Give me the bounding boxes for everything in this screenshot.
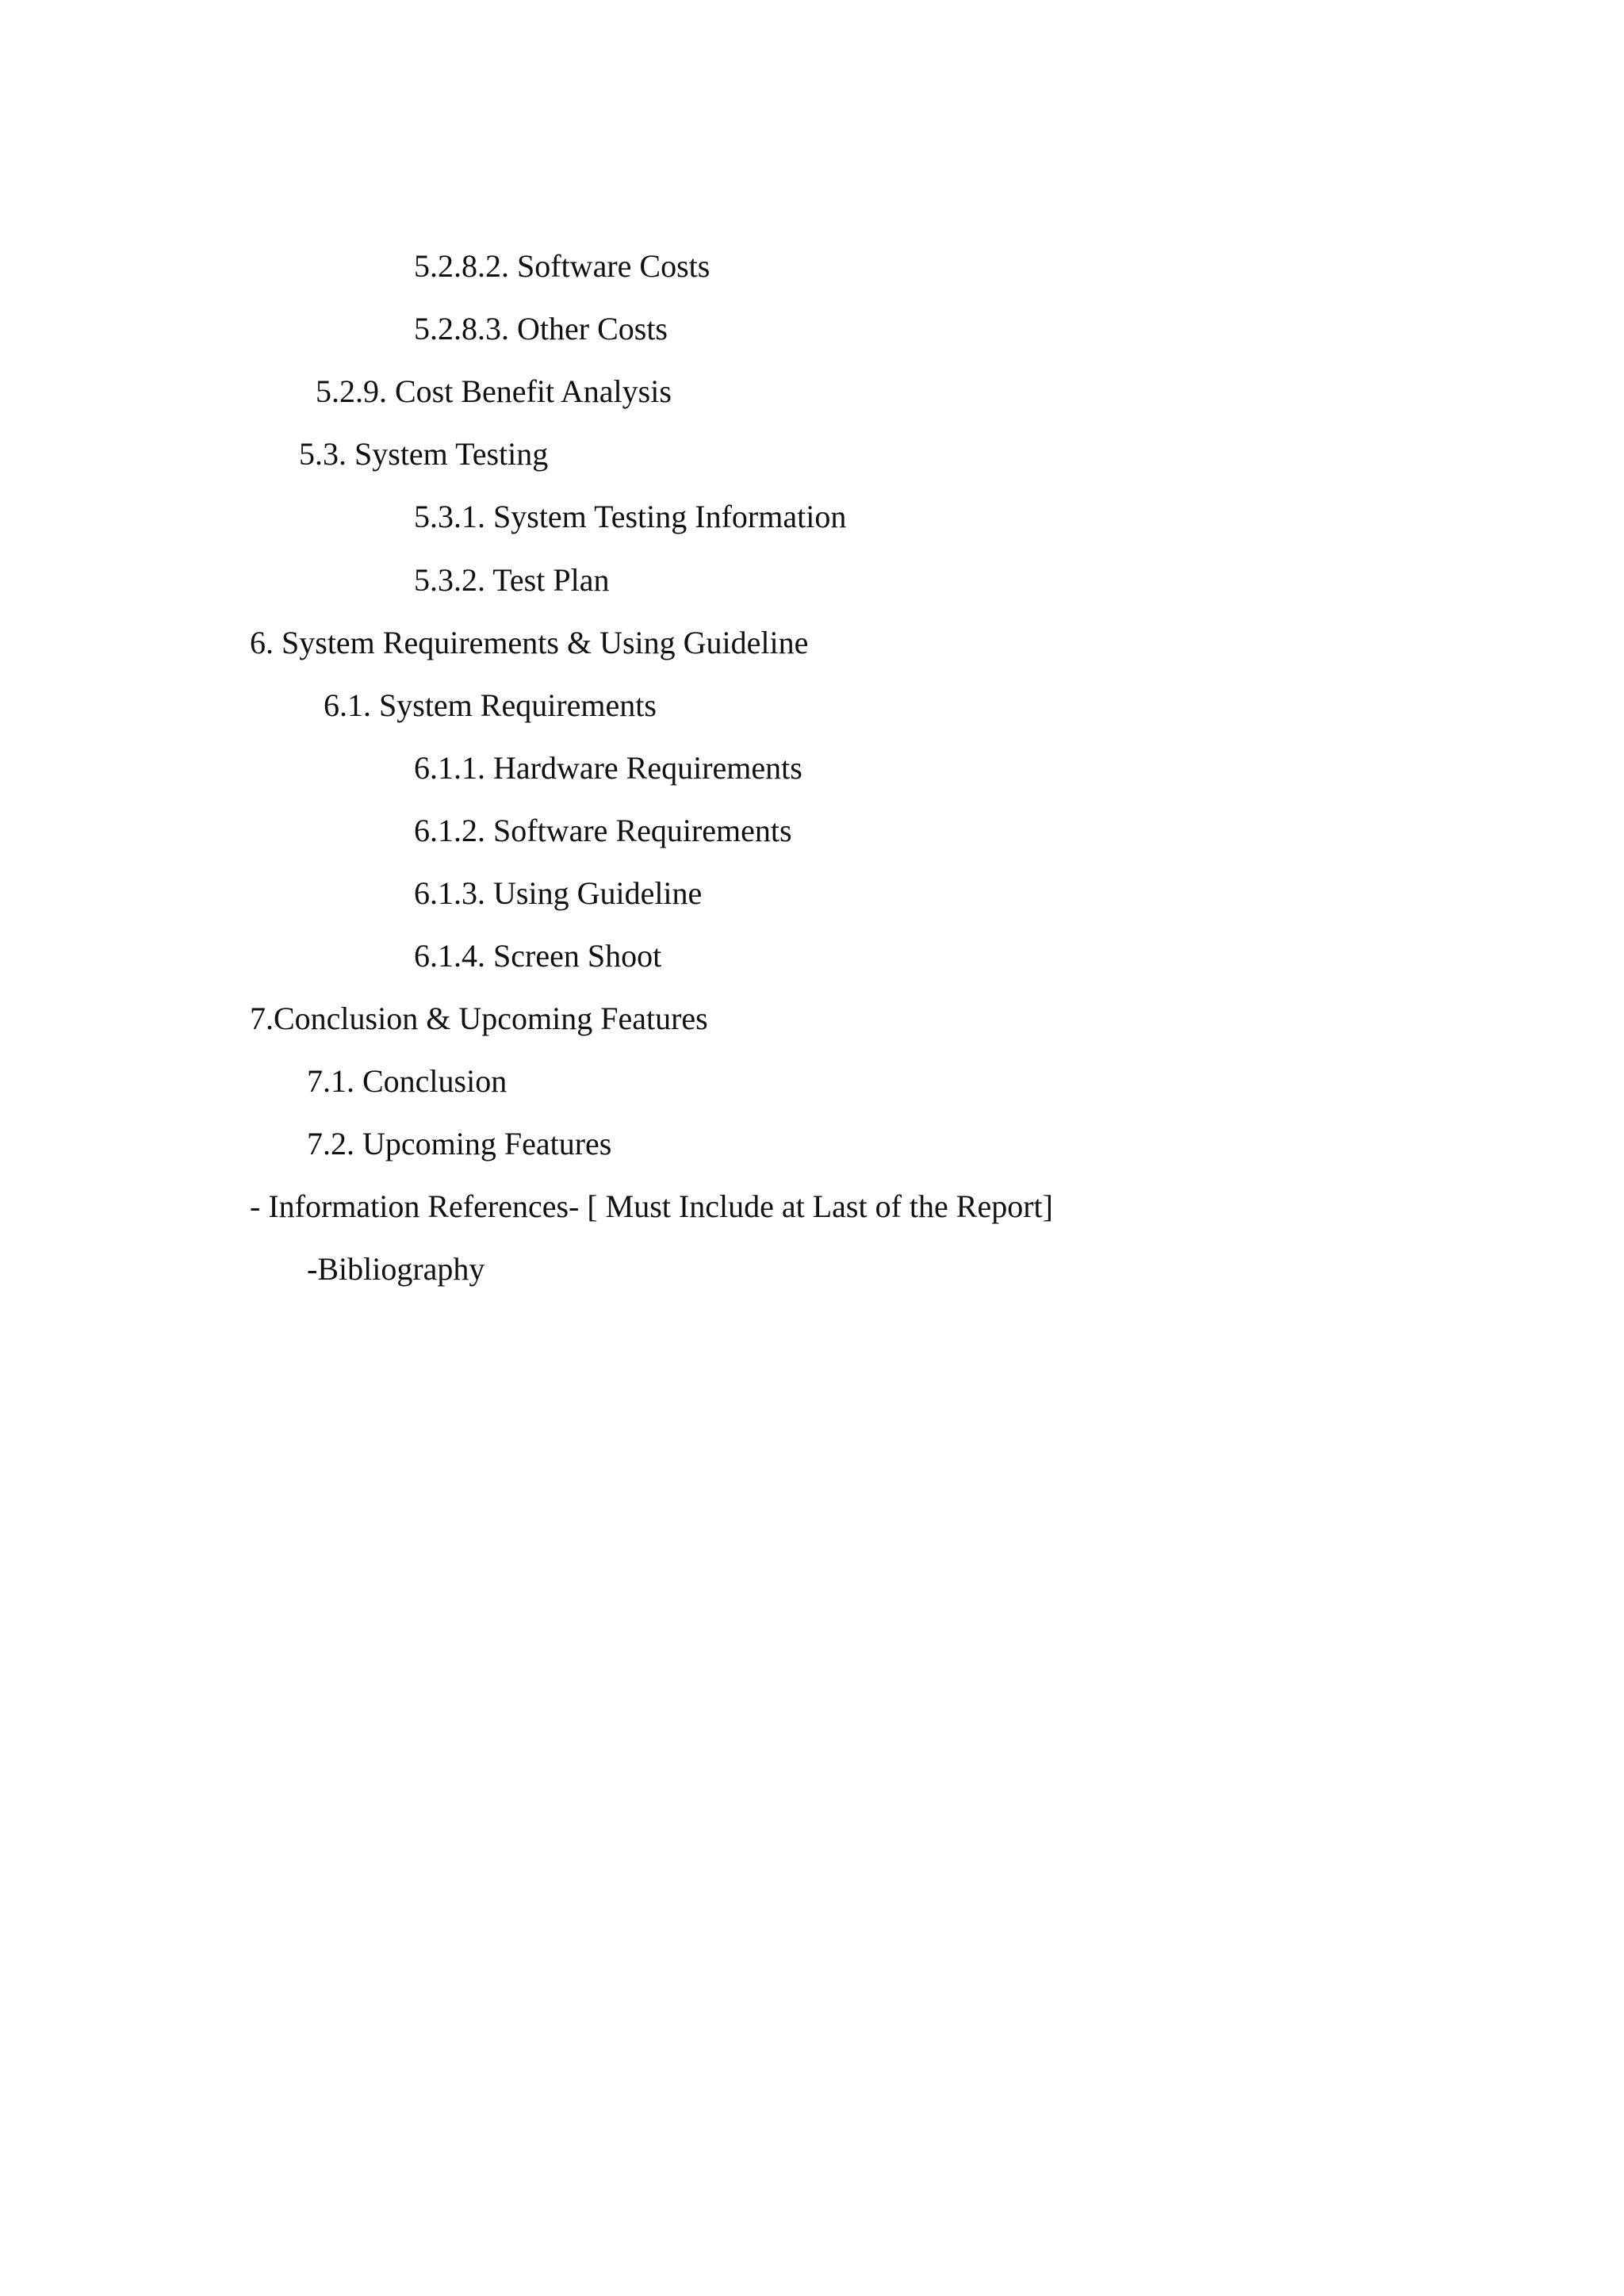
toc-entry-5-3: 5.3. System Testing [299,436,549,472]
toc-entry-5-2-8-2: 5.2.8.2. Software Costs [414,248,710,284]
toc-entry-7-2: 7.2. Upcoming Features [307,1126,612,1161]
toc-entry-5-3-2: 5.3.2. Test Plan [414,562,610,598]
toc-entry-6-1-2: 6.1.2. Software Requirements [414,813,792,848]
toc-entry-6-1-1: 6.1.1. Hardware Requirements [414,750,802,786]
toc-entry-6-1: 6.1. System Requirements [324,687,657,723]
toc-entry-7: 7.Conclusion & Upcoming Features [250,1001,708,1036]
toc-entry-7-1: 7.1. Conclusion [307,1063,508,1099]
toc-entry-bibliography: -Bibliography [307,1251,485,1287]
toc-entry-6-1-3: 6.1.3. Using Guideline [414,875,703,911]
toc-entry-5-2-8-3: 5.2.8.3. Other Costs [414,311,668,346]
toc-entry-5-2-9: 5.2.9. Cost Benefit Analysis [316,373,672,409]
toc-entry-6: 6. System Requirements & Using Guideline [250,625,809,660]
toc-entry-information-references: - Information References- [ Must Include at Last of the Report] [250,1188,1053,1224]
toc-entry-5-3-1: 5.3.1. System Testing Information [414,499,847,534]
toc-entry-6-1-4: 6.1.4. Screen Shoot [414,938,662,974]
